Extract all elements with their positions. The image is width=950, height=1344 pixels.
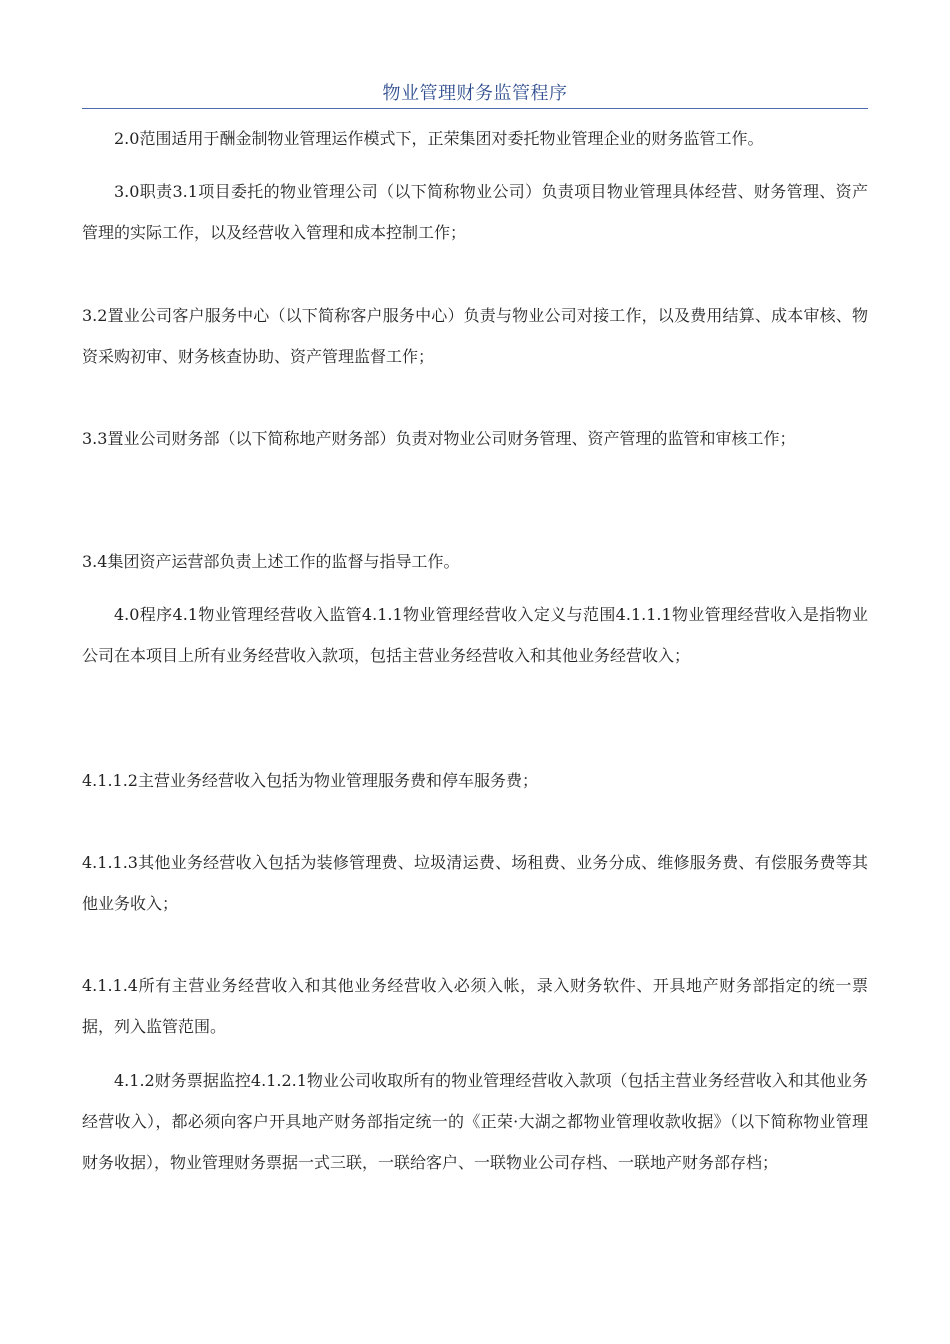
header-divider bbox=[82, 108, 868, 109]
paragraph-scope: 2.0范围适用于酬金制物业管理运作模式下，正荣集团对委托物业管理企业的财务监管工作。 bbox=[114, 129, 764, 148]
paragraph-4-1-1-3: 4.1.1.3其他业务经营收入包括为装修管理费、垃圾清运费、场租费、业务分成、维修服务费、有偿服务费等其他业务收入； bbox=[82, 853, 868, 913]
paragraph-duty-3-4: 3.4集团资产运营部负责上述工作的监督与指导工作。 bbox=[82, 552, 460, 571]
paragraph-duties: 3.0职责3.1项目委托的物业管理公司（以下简称物业公司）负责项目物业管理具体经营、财务管理、资产管理的实际工作，以及经营收入管理和成本控制工作； bbox=[82, 182, 868, 242]
paragraph-duty-3-3: 3.3置业公司财务部（以下简称地产财务部）负责对物业公司财务管理、资产管理的监管和审核工作； bbox=[82, 429, 796, 448]
paragraph-4-1-1-4: 4.1.1.4所有主营业务经营收入和其他业务经营收入必须入帐，录入财务软件、开具地产财务部指定的统一票据，列入监管范围。 bbox=[82, 976, 868, 1036]
paragraph-duty-3-2: 3.2置业公司客户服务中心（以下简称客户服务中心）负责与物业公司对接工作，以及费用结算、成本审核、物资采购初审、财务核查协助、资产管理监督工作； bbox=[82, 306, 868, 366]
page-title: 物业管理财务监管程序 bbox=[382, 83, 568, 104]
paragraph-4-1-2: 4.1.2财务票据监控4.1.2.1物业公司收取所有的物业管理经营收入款项（包括主营业务经营收入和其他业务经营收入），都必须向客户开具地产财务部指定统一的《正荣·大湖之都物业管理收款收据》（以下简称物业管理财务收据），物业管理财务票据一式三联，一联给客户、一联物业公司存档、一联地产财务部存档； bbox=[82, 1071, 868, 1172]
paragraph-4-1-1-2: 4.1.1.2主营业务经营收入包括为物业管理服务费和停车服务费； bbox=[82, 771, 538, 790]
paragraph-procedure: 4.0程序4.1物业管理经营收入监管4.1.1物业管理经营收入定义与范围4.1.1.1物业管理经营收入是指物业公司在本项目上所有业务经营收入款项，包括主营业务经营收入和其他业务经营收入； bbox=[82, 605, 868, 665]
